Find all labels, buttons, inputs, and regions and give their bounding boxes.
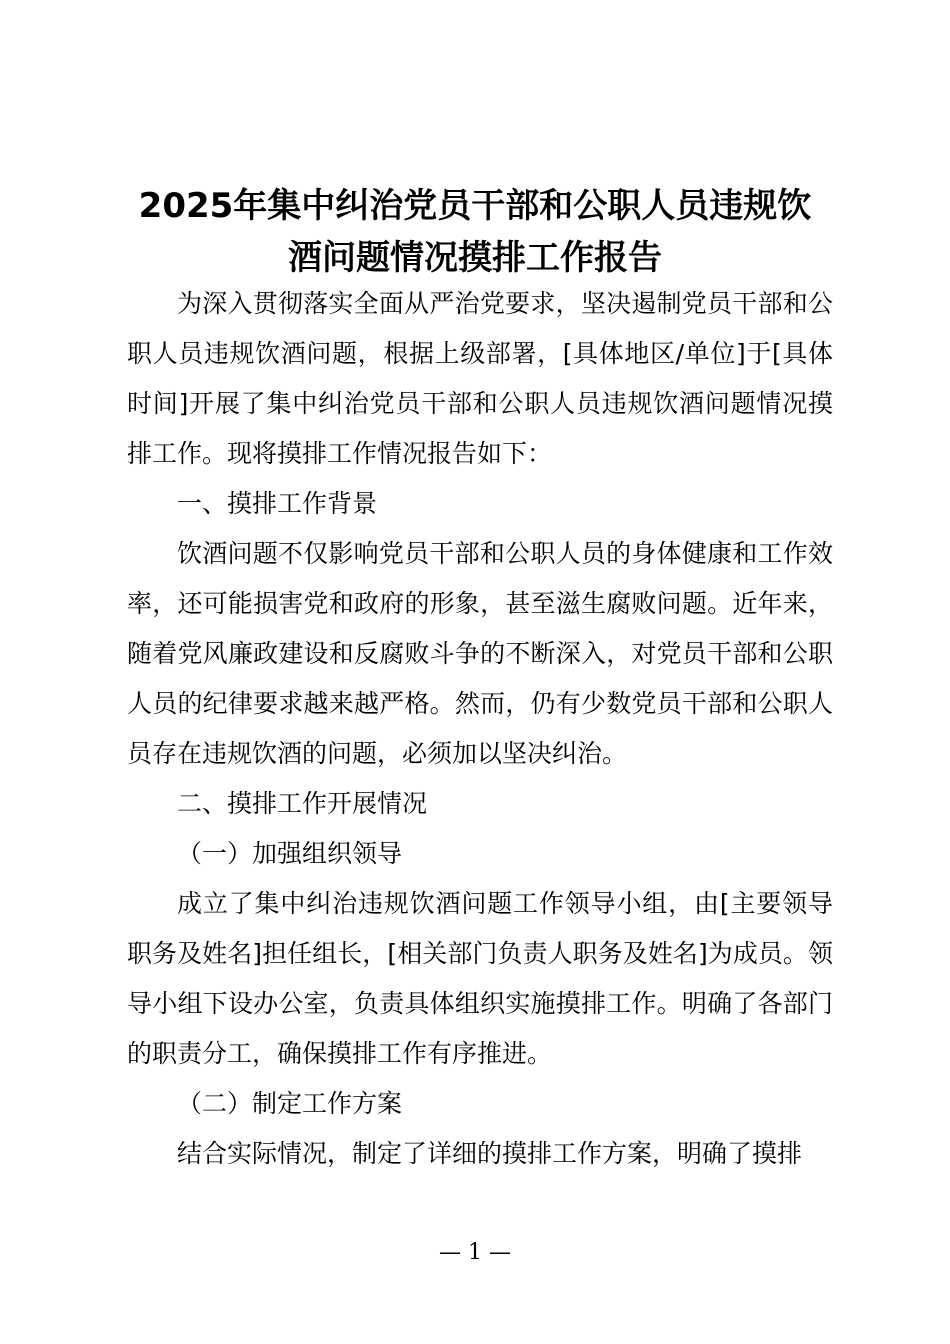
leadership-paragraph: 成立了集中纠治违规饮酒问题工作领导小组，由[主要领导职务及姓名]担任组长，[相关部门负责人职务及姓名]为成员。领导小组下设办公室，负责具体组织实施摸排工作。明确了各部门的职责分工，确保摸排工作有序推进。	[127, 889, 833, 1068]
title-line-2: 酒问题情况摸排工作报告	[288, 238, 662, 278]
background-paragraph: 饮酒问题不仅影响党员干部和公职人员的身体健康和工作效率，还可能损害党和政府的形象，甚至滋生腐败问题。近年来，随着党风廉政建设和反腐败斗争的不断深入，对党员干部和公职人员的纪律要求越来越严格。然而，仍有少数党员干部和公职人员存在违规饮酒的问题，必须加以坚决纠治。	[127, 539, 833, 768]
subsection-heading-plan: （二）制定工作方案	[177, 1089, 403, 1118]
title-line-1: 2025年集中纠治党员干部和公职人员违规饮	[138, 186, 812, 226]
section-heading-progress: 二、摸排工作开展情况	[177, 789, 428, 818]
plan-paragraph: 结合实际情况，制定了详细的摸排工作方案，明确了摸排	[177, 1139, 803, 1168]
document-title	[120, 180, 830, 284]
page-number-footer: — 1 —	[439, 1240, 511, 1265]
section-heading-background: 一、摸排工作背景	[177, 489, 378, 518]
intro-paragraph: 为深入贯彻落实全面从严治党要求，坚决遏制党员干部和公职人员违规饮酒问题，根据上级部署，[具体地区/单位]于[具体时间]开展了集中纠治党员干部和公职人员违规饮酒问题情况摸排工作。现将摸排工作情况报告如下：	[127, 289, 833, 468]
document-body	[127, 279, 833, 1179]
subsection-heading-leadership: （一）加强组织领导	[177, 839, 403, 868]
